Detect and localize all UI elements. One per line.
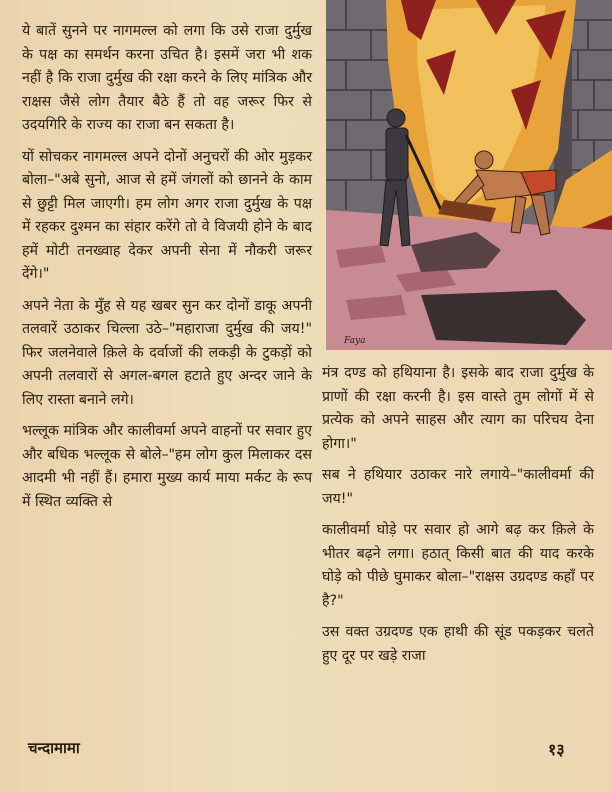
artist-signature: Faya	[344, 336, 366, 346]
paragraph-6: सब ने हथियार उठाकर नारे लगाये–"कालीवर्मा की जय!"	[322, 467, 594, 507]
page-number: १३	[548, 740, 565, 759]
paragraph-1: ये बातें सुनने पर नागमल्ल को लगा कि उसे राजा दुर्मुख के पक्ष का समर्थन करना उचित है। इसमें जरा भी शक नहीं है कि राजा दुर्मुख की रक्षा करने के लिए मांत्रिक और राक्षस जैसे लोग तैयार बैठे हैं तो वह जरूर फिर से उदयगिरि के राज्य का राजा बन सकता है।	[22, 23, 312, 133]
paragraph-4: भल्लूक मांत्रिक और कालीवर्मा अपने वाहनों पर सवार हुए और बधिक भल्लूक से बोले–"हम लोग कुल मिलाकर दस आदमी भी नहीं हैं। हमारा मुख्य कार्य माया मर्कट के रूप में स्थित व्यक्ति से	[22, 423, 312, 510]
right-column	[322, 362, 594, 676]
paragraph-2: यों सोचकर नागमल्ल अपने दोनों अनुचरों की ओर मुड़कर बोला–"अबे सुनो, आज से हमें जंगलों को छानने के काम से छुट्टी मिल जाएगी। हम लोग अगर राजा दुर्मुख के पक्ष में रहकर दुश्मन का संहार करेंगे तो वे विजयी होने के बाद हमें मोटी तनख्वाह देकर अपनी सेना में नौकरी जरूर देंगे।"	[22, 148, 312, 282]
story-illustration	[326, 0, 612, 350]
paragraph-8: उस वक्त उग्रदण्ड एक हाथी की सूंड पकड़कर चलते हुए दूर पर खड़े राजा	[322, 624, 594, 664]
illustration-scene-svg	[326, 0, 612, 350]
paragraph-3: अपने नेता के मुँह से यह खबर सुन कर दोनों डाकू अपनी तलवारें उठाकर चिल्ला उठे–"महाराजा दुर्मुख की जय!" फिर जलनेवाले क़िले के दर्वाजों की लकड़ी के टुकड़ों को अपनी तलवारों से अगल-बगल हटाते हुए अन्दर जाने के लिए रास्ता बनाने लगे।	[22, 297, 312, 408]
paragraph-5: मंत्र दण्ड को हथियाना है। इसके बाद राजा दुर्मुख के प्राणों की रक्षा करनी है। इस वास्ते तुम लोगों में से प्रत्येक को अपने साहस और त्याग का परिचय देना होगा।"	[322, 365, 594, 452]
paragraph-7: कालीवर्मा घोड़े पर सवार हो आगे बढ़ कर क़िले के भीतर बढ़ने लगा। हठात् किसी बात की याद करके घोड़े को पीछे घुमाकर बोला–"राक्षस उग्रदण्ड कहाँ पर है?"	[322, 522, 594, 609]
magazine-name: चन्दामामा	[28, 739, 80, 757]
left-column	[22, 20, 312, 522]
